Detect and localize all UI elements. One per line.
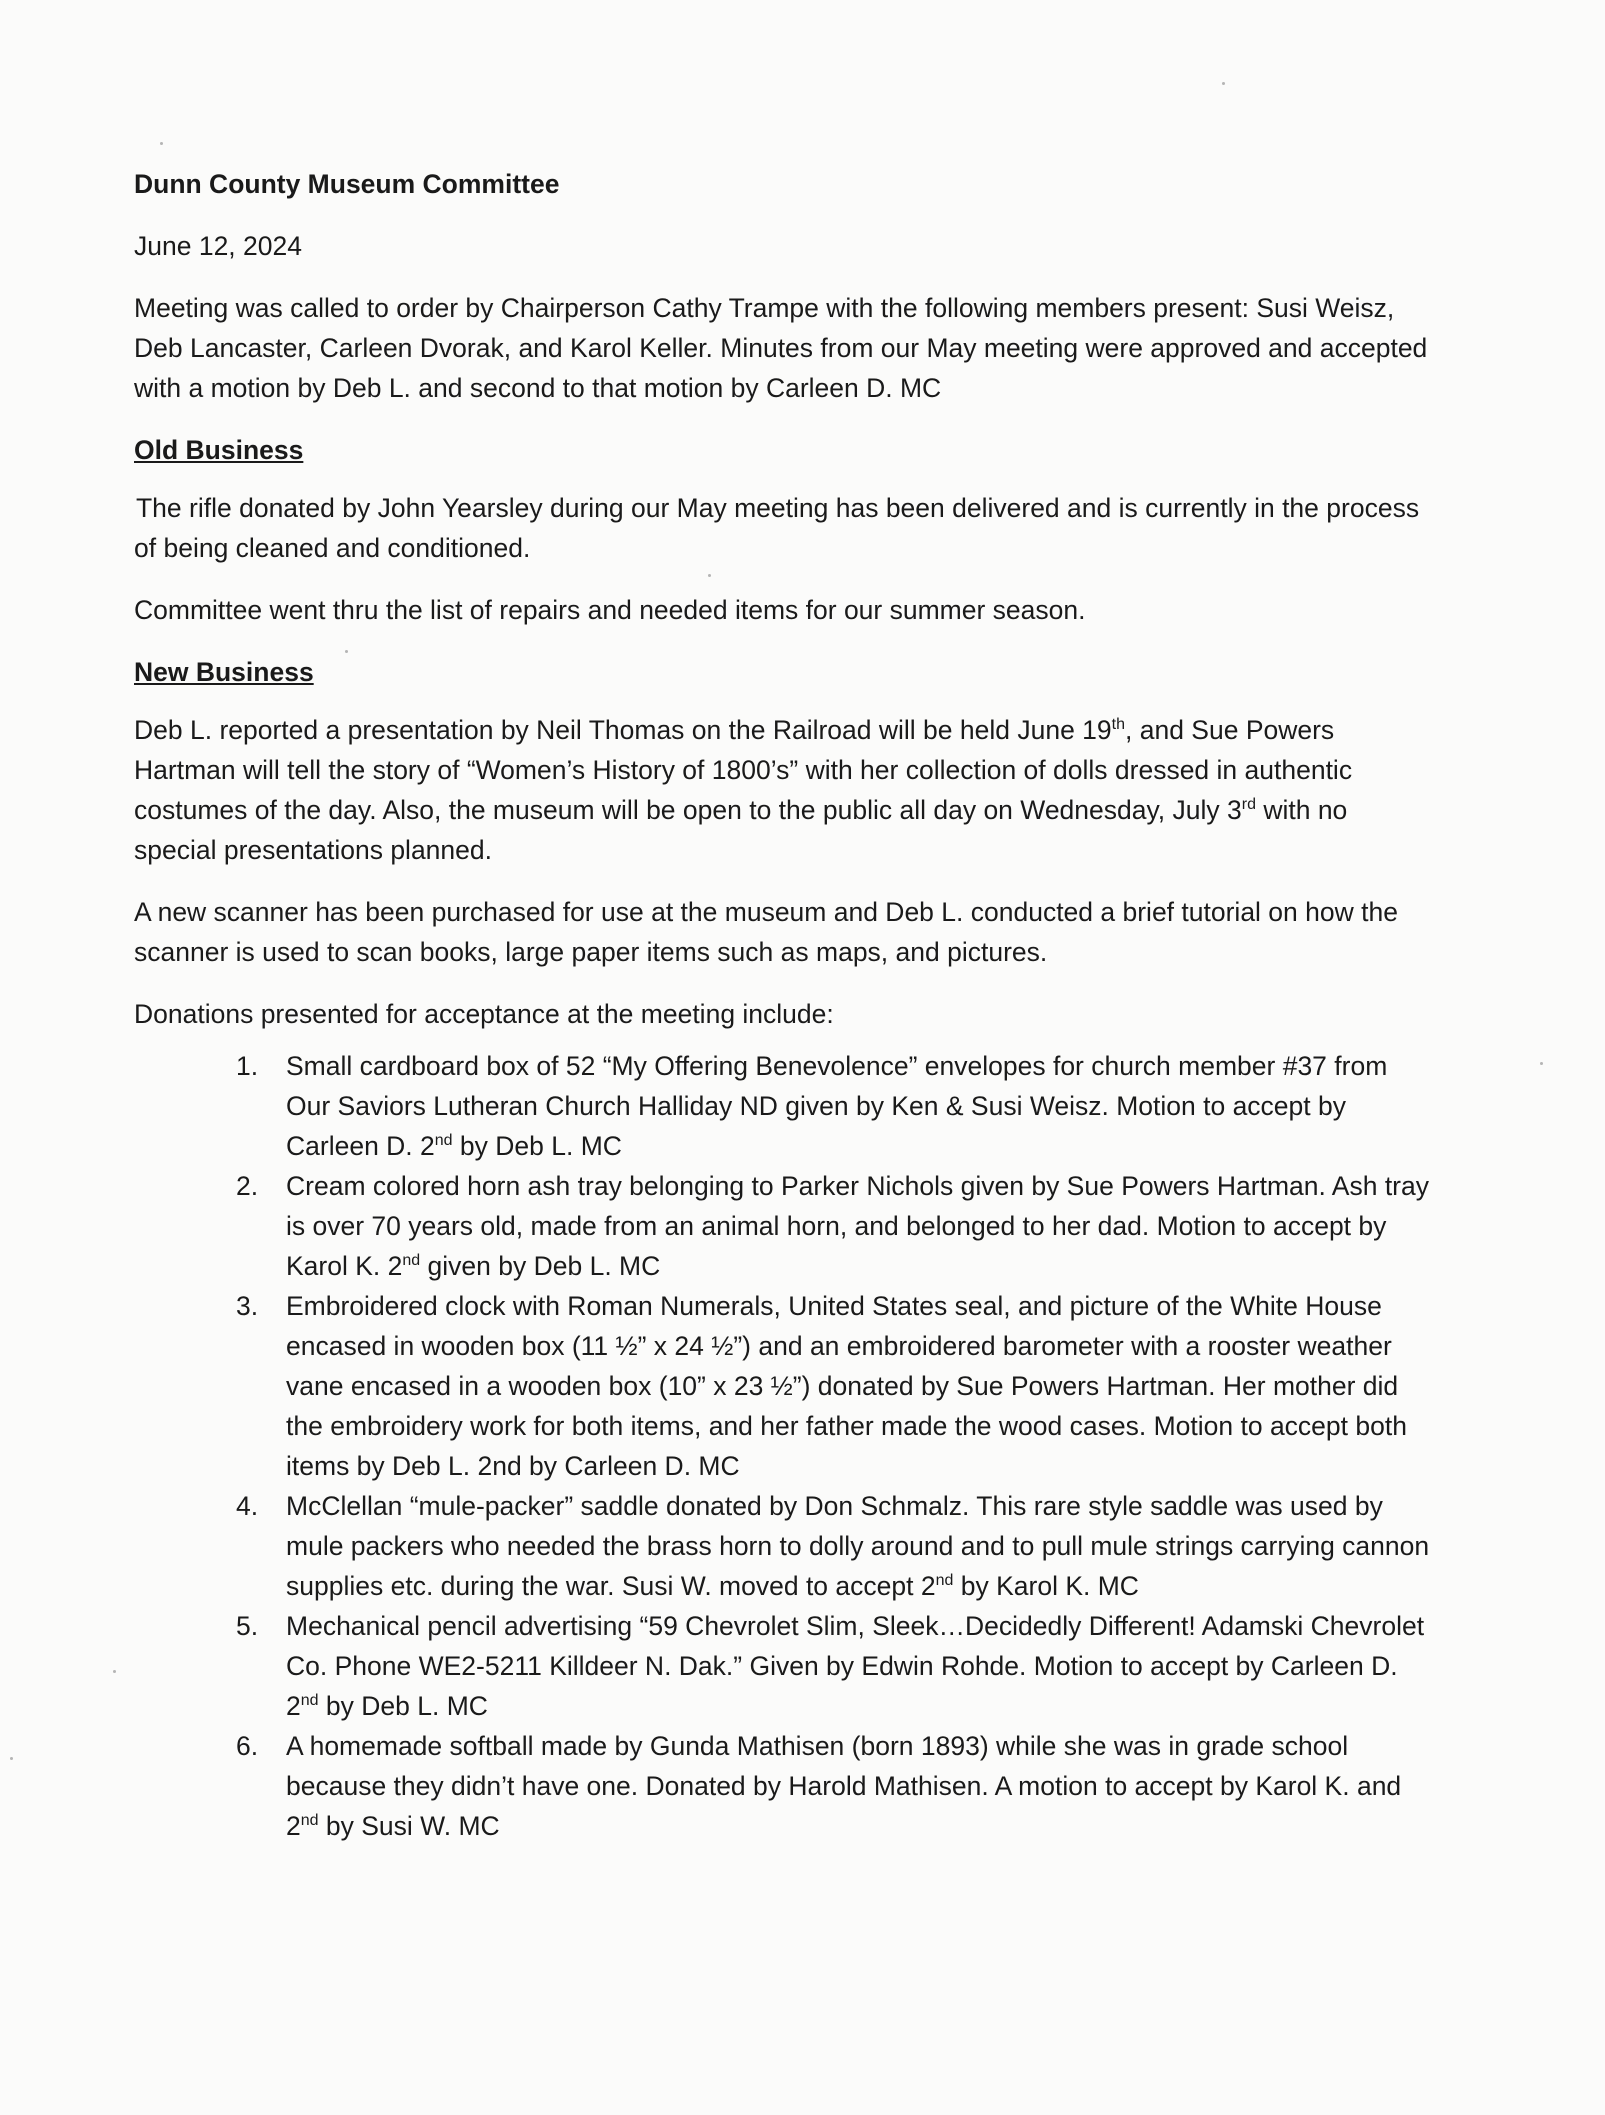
list-item-number: 2. (236, 1171, 259, 1201)
text-run: Deb L. reported a presentation by Neil Thomas on the Railroad will be held June 19 (134, 715, 1112, 745)
donations-list (134, 1046, 1434, 1846)
text-run: McClellan “mule-packer” saddle donated by Don Schmalz. This rare style saddle was used by mule packers who needed the brass horn to dolly around and to pull mule strings carrying cannon supplies etc. during the war. Susi W. moved to accept 2 (286, 1491, 1430, 1601)
text-run: A homemade softball made by Gunda Mathisen (born 1893) while she was in grade school because they didn’t have one. Donated by Harold Mathisen. A motion to accept by Karol K. and 2 (286, 1731, 1402, 1841)
list-item (134, 1606, 1434, 1726)
new-business-heading: New Business (134, 657, 314, 687)
list-item (134, 1286, 1434, 1486)
list-item-number: 1. (236, 1051, 259, 1081)
old-business-paragraph-1: The rifle donated by John Yearsley during our May meeting has been delivered and is currently in the process of being cleaned and conditioned. (134, 493, 1420, 563)
text-run: by Susi W. MC (318, 1811, 500, 1841)
ordinal-suffix: nd (300, 1692, 319, 1710)
meeting-minutes-document (134, 164, 1434, 1846)
intro-paragraph: Meeting was called to order by Chairperson Cathy Trampe with the following members present: Susi Weisz, Deb Lancaster, Carleen Dvorak, and Karol Keller. Minutes from our May meeting were approved and accepted with a motion by Deb L. and second to that motion by Carleen D. MC (134, 293, 1428, 403)
text-run: Embroidered clock with Roman Numerals, United States seal, and picture of the White House encased in wooden box (11 ½” x 24 ½”) and an embroidered barometer with a rooster weather vane encased in a wooden box (10” x 23 ½”) donated by Sue Powers Hartman. Her mother did the embroidery work for both items, and her father made the wood cases. Motion to accept both items by Deb L. 2nd by Carleen D. MC (286, 1291, 1407, 1481)
ordinal-suffix: nd (935, 1572, 954, 1590)
text-run: with no special presentations planned. (134, 795, 1348, 865)
text-run: by Deb L. MC (318, 1691, 488, 1721)
text-run: by Karol K. MC (953, 1571, 1139, 1601)
text-run: given by Deb L. MC (420, 1251, 661, 1281)
document-title: Dunn County Museum Committee (134, 169, 560, 199)
ordinal-suffix: nd (300, 1812, 319, 1830)
text-run: Small cardboard box of 52 “My Offering Benevolence” envelopes for church member #37 from Our Saviors Lutheran Church Halliday ND given by Ken & Susi Weisz. Motion to accept by Carleen D. 2 (286, 1051, 1388, 1161)
list-item-number: 6. (236, 1731, 259, 1761)
list-item (134, 1046, 1434, 1166)
old-business-heading: Old Business (134, 435, 304, 465)
ordinal-suffix: nd (402, 1252, 421, 1270)
scan-speck (1222, 82, 1225, 85)
text-run: by Deb L. MC (452, 1131, 622, 1161)
scan-speck (1540, 1062, 1543, 1065)
new-business-paragraph-1 (134, 710, 1434, 870)
new-business-paragraph-2: A new scanner has been purchased for use at the museum and Deb L. conducted a brief tutorial on how the scanner is used to scan books, large paper items such as maps, and pictures. (134, 897, 1398, 967)
list-item (134, 1486, 1434, 1606)
text-run: Cream colored horn ash tray belonging to Parker Nichols given by Sue Powers Hartman. Ash tray is over 70 years old, made from an animal horn, and belonged to her dad. Motion to accept by Karol K. 2 (286, 1171, 1429, 1281)
list-item-number: 3. (236, 1291, 259, 1321)
list-item (134, 1726, 1434, 1846)
ordinal-suffix: nd (434, 1132, 453, 1150)
list-item (134, 1166, 1434, 1286)
list-item-number: 5. (236, 1611, 259, 1641)
old-business-paragraph-2: Committee went thru the list of repairs and needed items for our summer season. (134, 595, 1086, 625)
text-run: Mechanical pencil advertising “59 Chevrolet Slim, Sleek…Decidedly Different! Adamski Chevrolet Co. Phone WE2-5211 Killdeer N. Dak.” Given by Edwin Rohde. Motion to accept by Carleen D. 2 (286, 1611, 1425, 1721)
ordinal-suffix: th (1111, 716, 1125, 734)
list-item-number: 4. (236, 1491, 259, 1521)
scan-speck (113, 1670, 116, 1673)
new-business-paragraph-3: Donations presented for acceptance at the meeting include: (134, 999, 834, 1029)
ordinal-suffix: rd (1241, 796, 1256, 814)
scan-speck (160, 142, 163, 145)
meeting-date: June 12, 2024 (134, 231, 302, 261)
text-run: , and Sue Powers Hartman will tell the story of “Women’s History of 1800’s” with her collection of dolls dressed in authentic costumes of the day. Also, the museum will be open to the public all day on Wednesday, July 3 (134, 715, 1353, 825)
scan-speck (10, 1757, 13, 1760)
